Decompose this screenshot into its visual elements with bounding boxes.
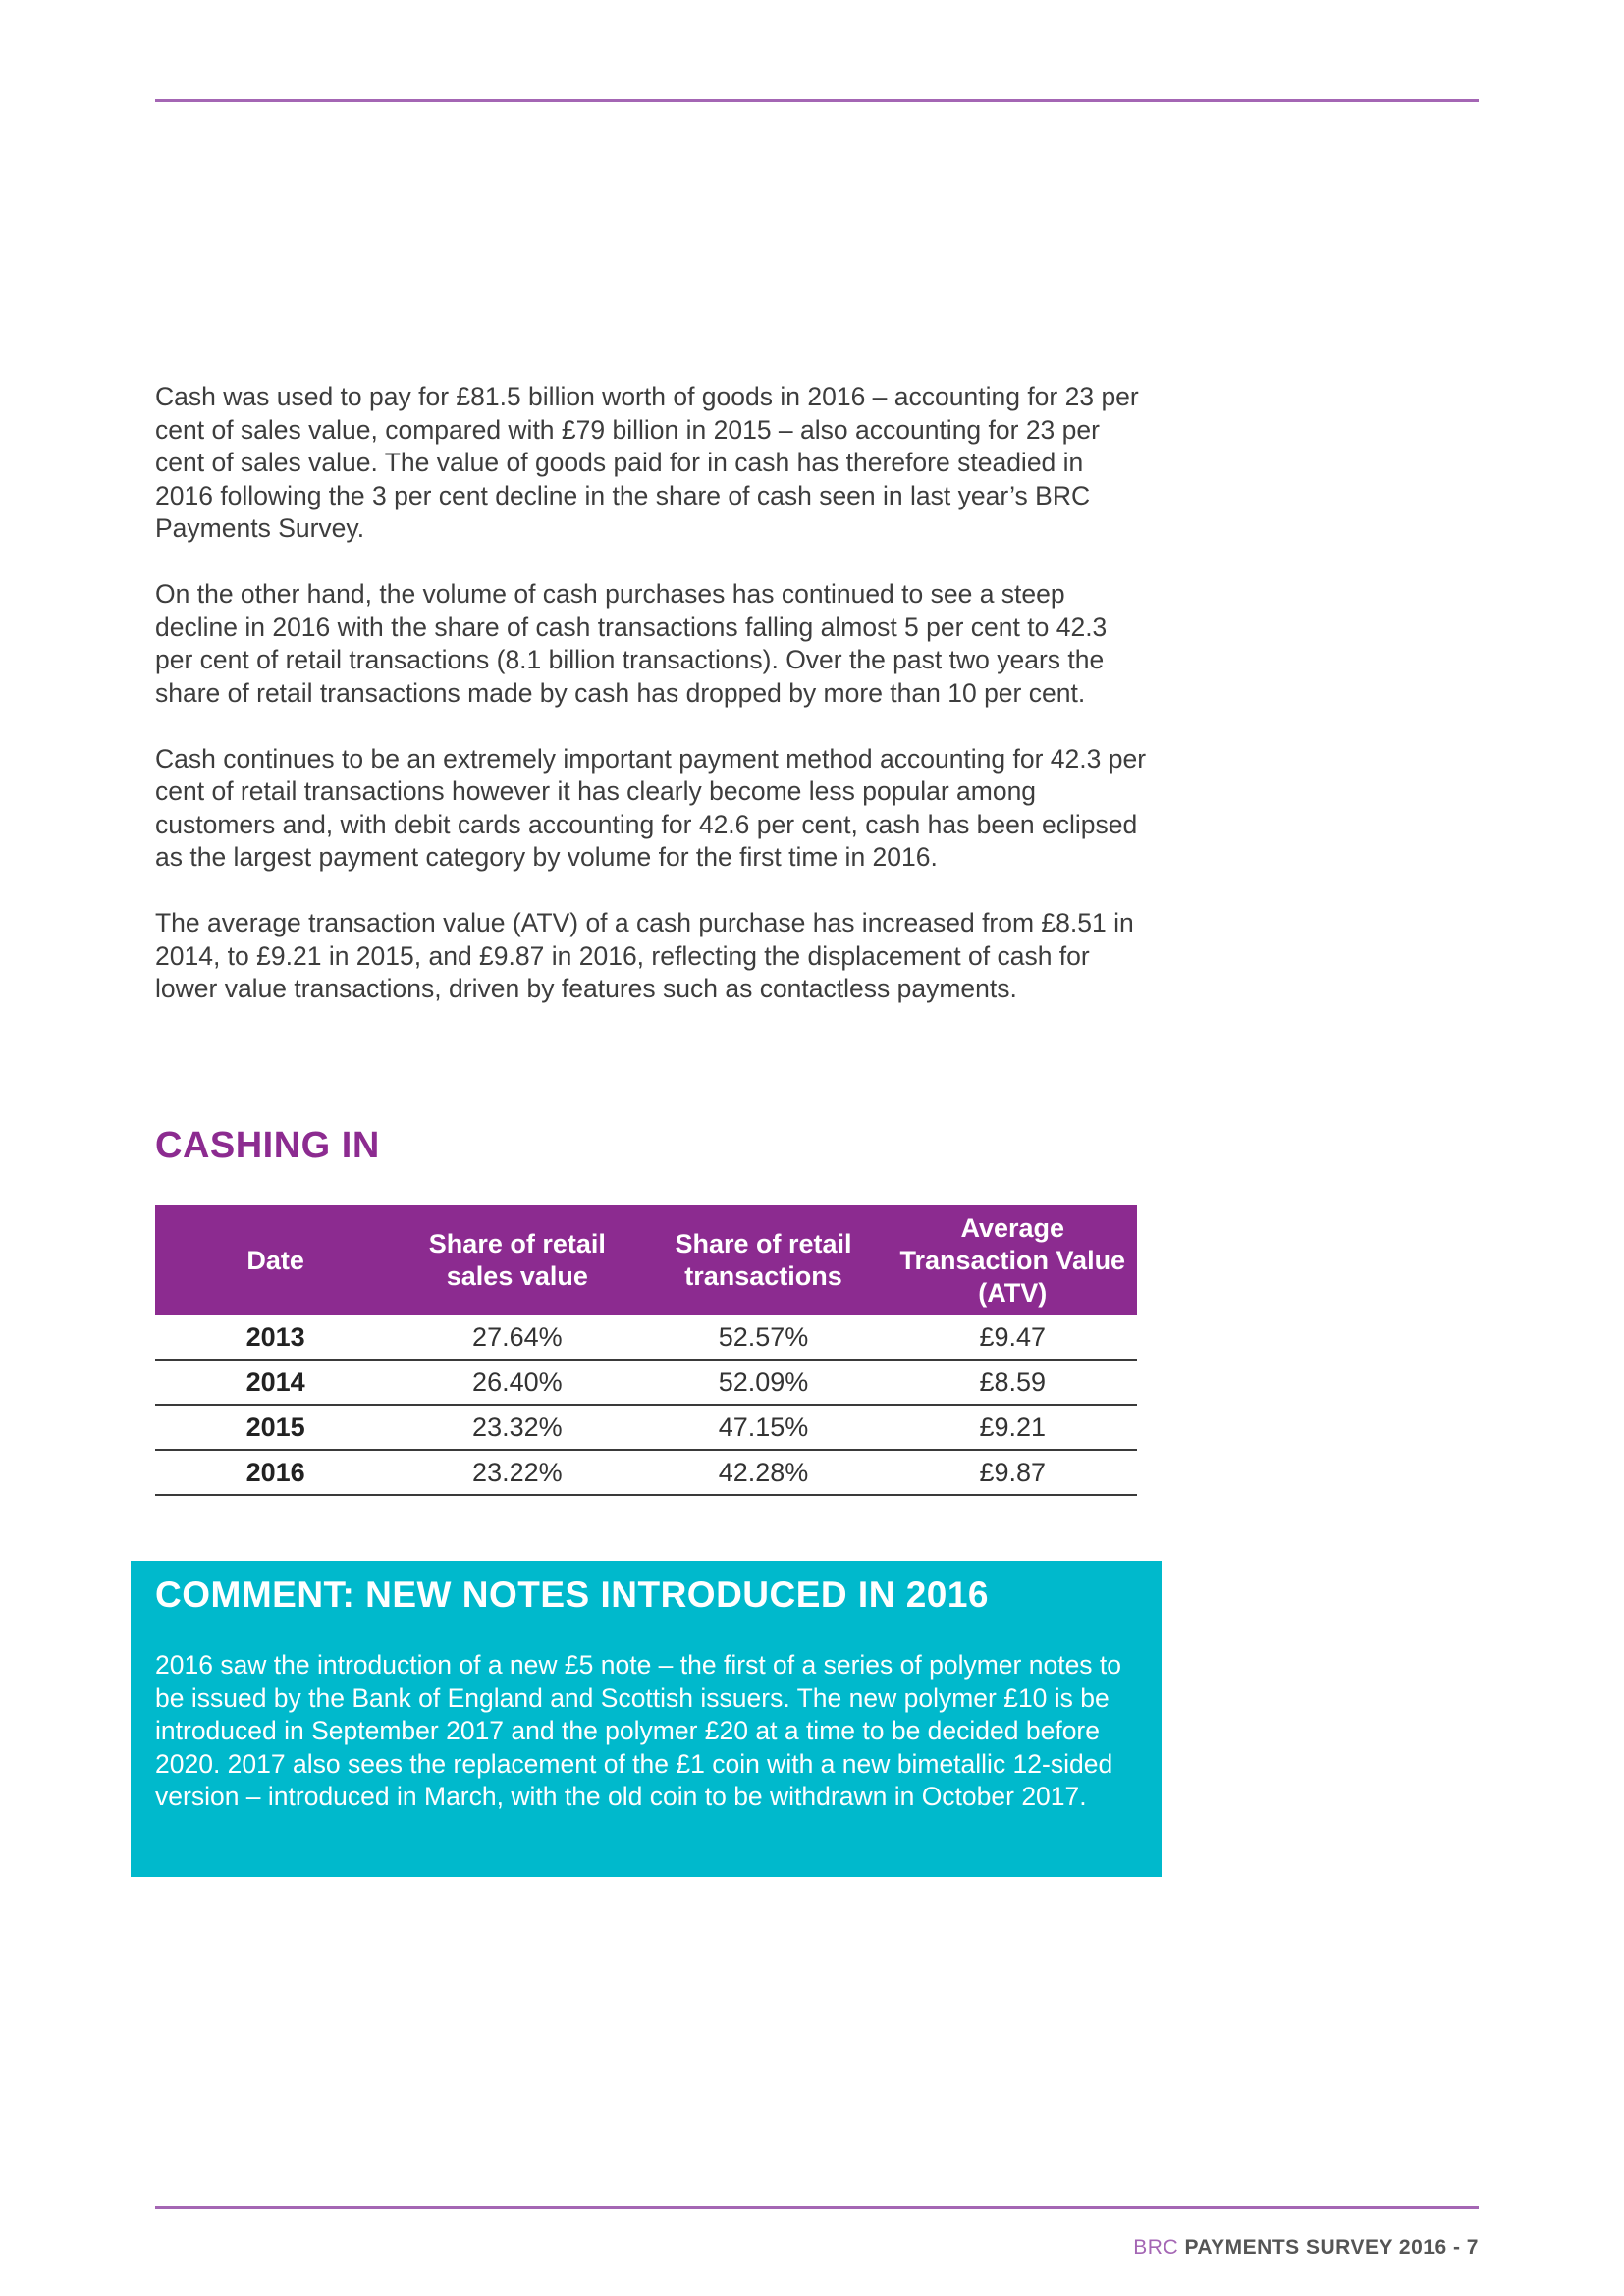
section-title: CASHING IN (155, 1125, 380, 1166)
table-row (155, 1450, 1137, 1495)
paragraph: On the other hand, the volume of cash purchases has continued to see a steep decline in 2016 with the share of cash transactions falling almost 5 per cent to 42.3 per cent of retail transactions (8.1 billion transactions). Over the past two years the share of retail transactions made by cash has dropped by more than 10 per cent. (155, 579, 1108, 708)
header-sales-value: Share of retail sales value (396, 1205, 638, 1315)
cell-sales-value: 23.32% (396, 1405, 638, 1450)
table-header (155, 1205, 1137, 1315)
cell-transactions: 52.57% (638, 1315, 888, 1360)
body-text (155, 381, 1147, 1039)
cell-atv: £9.47 (889, 1315, 1137, 1360)
cell-year: 2016 (155, 1450, 396, 1495)
footer-brand: BRC (1133, 2236, 1179, 2259)
cell-year: 2013 (155, 1315, 396, 1360)
cell-sales-value: 26.40% (396, 1360, 638, 1405)
header-date: Date (155, 1205, 396, 1315)
cell-transactions: 42.28% (638, 1450, 888, 1495)
table-row (155, 1360, 1137, 1405)
header-transactions: Share of retail transactions (638, 1205, 888, 1315)
page-footer (1133, 2236, 1479, 2260)
paragraph: Cash was used to pay for £81.5 billion worth of goods in 2016 – accounting for 23 per cent of sales value, compared with £79 billion in 2015 – also accounting for 23 per cent of sales value. The value of goods paid for in cash has therefore steadied in 2016 following the 3 per cent decline in the share of cash seen in last year’s BRC Payments Survey. (155, 382, 1139, 543)
cell-year: 2015 (155, 1405, 396, 1450)
cell-sales-value: 23.22% (396, 1450, 638, 1495)
table-header-row (155, 1205, 1137, 1315)
comment-title: COMMENT: NEW NOTES INTRODUCED IN 2016 (155, 1575, 990, 1615)
cell-atv: £9.87 (889, 1450, 1137, 1495)
top-divider (155, 99, 1479, 102)
bottom-divider (155, 2206, 1479, 2209)
paragraph: The average transaction value (ATV) of a cash purchase has increased from £8.51 in 2014, to £9.21 in 2015, and £9.87 in 2016, reflecting the displacement of cash for lower value transactions, driven by features such as contactless payments. (155, 908, 1134, 1003)
header-atv: Average Transaction Value (ATV) (889, 1205, 1137, 1315)
cell-atv: £9.21 (889, 1405, 1137, 1450)
comment-box (131, 1561, 1162, 1877)
table-body (155, 1315, 1137, 1495)
comment-text: 2016 saw the introduction of a new £5 note – the first of a series of polymer notes to be issued by the Bank of England and Scottish issuers. The new polymer £10 is be introduced in September 2017 and the polymer £20 at a time to be decided before 2020. 2017 also sees the replacement of the £1 coin with a new bimetallic 12-sided version – introduced in March, with the old coin to be withdrawn in October 2017. (155, 1650, 1122, 1811)
cell-sales-value: 27.64% (396, 1315, 638, 1360)
cell-transactions: 47.15% (638, 1405, 888, 1450)
table-row (155, 1315, 1137, 1360)
paragraph: Cash continues to be an extremely important payment method accounting for 42.3 per cent of retail transactions however it has clearly become less popular among customers and, with debit cards accounting for 42.6 per cent, cash has been eclipsed as the largest payment category by volume for the first time in 2016. (155, 743, 1147, 872)
table-row (155, 1405, 1137, 1450)
footer-title-page: PAYMENTS SURVEY 2016 - 7 (1184, 2236, 1479, 2259)
cell-year: 2014 (155, 1360, 396, 1405)
cell-atv: £8.59 (889, 1360, 1137, 1405)
cell-transactions: 52.09% (638, 1360, 888, 1405)
cash-table (155, 1205, 1137, 1496)
